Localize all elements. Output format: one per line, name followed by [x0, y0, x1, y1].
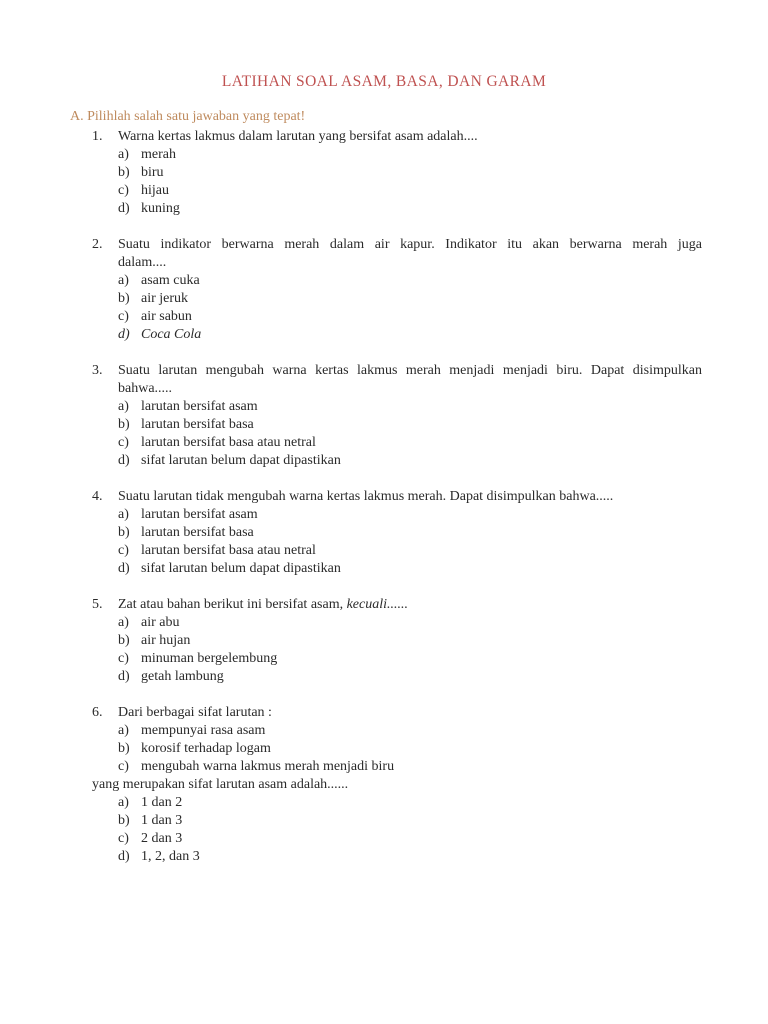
option-item — [118, 506, 702, 524]
option-text: asam cuka — [141, 273, 200, 288]
option-text: air sabun — [141, 309, 192, 324]
options-list — [118, 614, 702, 686]
options-list — [118, 398, 702, 470]
question-number: 5. — [92, 597, 103, 612]
question-number: 4. — [92, 489, 103, 504]
option-item — [118, 650, 702, 668]
option-letter: c) — [118, 309, 129, 324]
option-text: larutan bersifat basa atau netral — [141, 435, 316, 450]
question-text-line-2: bahwa..... — [118, 381, 173, 396]
question-text: Suatu larutan tidak mengubah warna kertas lakmus merah. Dapat disimpulkan bahwa..... — [118, 489, 614, 504]
option-item — [118, 524, 702, 542]
option-text: air abu — [141, 615, 180, 630]
option-letter: a) — [118, 273, 129, 288]
option-text: merah — [141, 147, 176, 162]
option-letter: b) — [118, 165, 130, 180]
option-text: 1, 2, dan 3 — [141, 849, 200, 864]
option-item — [118, 272, 702, 290]
option-text: Coca Cola — [141, 327, 202, 342]
option-item — [118, 632, 702, 650]
question-number: 2. — [92, 237, 103, 252]
option-text: sifat larutan belum dapat dipastikan — [141, 561, 341, 576]
answer-options-list — [118, 794, 702, 866]
option-letter: c) — [118, 183, 129, 198]
option-letter: a) — [118, 507, 129, 522]
options-list — [118, 146, 702, 218]
option-letter: c) — [118, 543, 129, 558]
option-item — [118, 812, 702, 830]
option-letter: b) — [118, 291, 130, 306]
option-letter: d) — [118, 327, 130, 342]
option-letter: b) — [118, 633, 130, 648]
statement-text: mengubah warna lakmus merah menjadi biru — [141, 759, 395, 774]
option-text: air hujan — [141, 633, 191, 648]
statement-item — [118, 758, 702, 776]
option-item — [118, 200, 702, 218]
option-letter: c) — [118, 651, 129, 666]
option-item — [118, 146, 702, 164]
option-text: air jeruk — [141, 291, 189, 306]
option-letter: c) — [118, 831, 129, 846]
option-letter: a) — [118, 795, 129, 810]
option-text: larutan bersifat basa atau netral — [141, 543, 316, 558]
question-text — [118, 596, 702, 614]
option-text: larutan bersifat basa — [141, 417, 254, 432]
option-item — [118, 614, 702, 632]
option-item — [118, 830, 702, 848]
question-number: 6. — [92, 705, 103, 720]
option-item — [118, 308, 702, 326]
option-text: sifat larutan belum dapat dipastikan — [141, 453, 341, 468]
option-letter: d) — [118, 561, 130, 576]
option-text: hijau — [141, 183, 169, 198]
option-letter: a) — [118, 147, 129, 162]
statement-list — [118, 722, 702, 776]
section-heading: A. Pilihlah salah satu jawaban yang tepat! — [70, 109, 306, 124]
question-continuation: yang merupakan sifat larutan asam adalah...... — [92, 777, 349, 792]
option-letter: d) — [118, 849, 130, 864]
option-item — [118, 416, 702, 434]
question-6 — [0, 704, 768, 866]
statement-letter: c) — [118, 759, 129, 774]
option-item — [118, 668, 702, 686]
option-item — [118, 434, 702, 452]
statement-text: mempunyai rasa asam — [141, 723, 266, 738]
option-text: larutan bersifat asam — [141, 399, 258, 414]
statement-letter: b) — [118, 741, 130, 756]
question-2 — [0, 236, 768, 344]
options-list — [118, 506, 702, 578]
statement-item — [118, 740, 702, 758]
option-text: 1 dan 2 — [141, 795, 183, 810]
option-letter: b) — [118, 525, 130, 540]
statement-letter: a) — [118, 723, 129, 738]
option-text: larutan bersifat basa — [141, 525, 254, 540]
option-item — [118, 848, 702, 866]
option-letter: d) — [118, 201, 130, 216]
question-text-italic: kecuali...... — [346, 597, 409, 612]
option-letter: a) — [118, 399, 129, 414]
option-letter: d) — [118, 453, 130, 468]
question-text: Dari berbagai sifat larutan : — [118, 705, 272, 720]
option-text: biru — [141, 165, 164, 180]
question-text-normal: Zat atau bahan berikut ini bersifat asam, — [118, 597, 347, 612]
question-4 — [0, 488, 768, 578]
option-item — [118, 794, 702, 812]
question-number: 1. — [92, 129, 103, 144]
question-5 — [0, 596, 768, 686]
question-text-line-1: Suatu larutan mengubah warna kertas lakmus merah menjadi menjadi biru. Dapat disimpulkan — [118, 363, 702, 378]
option-letter: b) — [118, 417, 130, 432]
option-text: larutan bersifat asam — [141, 507, 258, 522]
option-item — [118, 542, 702, 560]
statement-text: korosif terhadap logam — [141, 741, 271, 756]
option-item — [118, 290, 702, 308]
question-3 — [0, 362, 768, 470]
option-item — [118, 326, 702, 344]
page-title: LATIHAN SOAL ASAM, BASA, DAN GARAM — [221, 73, 547, 90]
option-text: getah lambung — [141, 669, 224, 684]
options-list — [118, 272, 702, 344]
option-letter: d) — [118, 669, 130, 684]
question-number: 3. — [92, 363, 103, 378]
option-item — [118, 164, 702, 182]
statement-item — [118, 722, 702, 740]
option-letter: c) — [118, 435, 129, 450]
option-letter: a) — [118, 615, 129, 630]
option-text: kuning — [141, 201, 180, 216]
option-text: 1 dan 3 — [141, 813, 183, 828]
option-item — [118, 452, 702, 470]
question-1 — [0, 128, 768, 218]
question-text-line-2: dalam.... — [118, 255, 167, 270]
option-letter: b) — [118, 813, 130, 828]
option-text: minuman bergelembung — [141, 651, 278, 666]
option-item — [118, 182, 702, 200]
question-text-line-1: Suatu indikator berwarna merah dalam air kapur. Indikator itu akan berwarna merah juga — [118, 237, 702, 252]
question-text: Warna kertas lakmus dalam larutan yang bersifat asam adalah.... — [118, 129, 478, 144]
option-text: 2 dan 3 — [141, 831, 183, 846]
option-item — [118, 398, 702, 416]
option-item — [118, 560, 702, 578]
